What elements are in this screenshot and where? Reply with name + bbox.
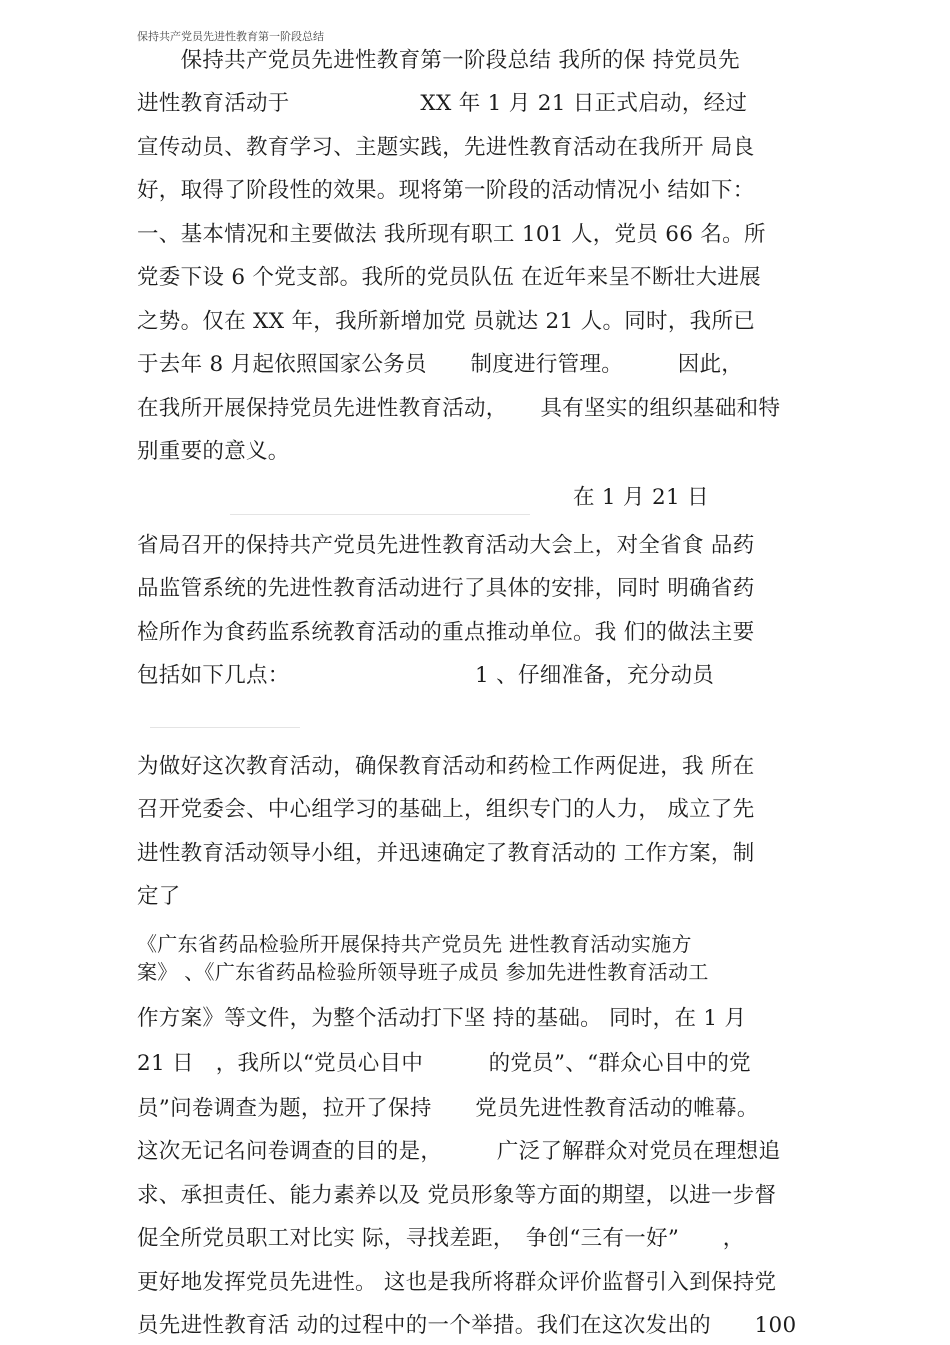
paragraph-line: 党委下设 6 个党支部。我所的党员队伍 在近年来呈不断壮大进展 (137, 265, 761, 290)
paragraph-line: 员”问卷调查为题，拉开了保持 党员先进性教育活动的帷幕。 (137, 1096, 759, 1121)
paragraph-line: 促全所党员职工对比实 际，寻找差距， 争创“三有一好” ， (137, 1226, 745, 1251)
paragraph-line: 省局召开的保持共产党员先进性教育活动大会上，对全省食 品药 (137, 533, 755, 558)
paragraph-line: 《广东省药品检验所开展保持共产党员先 进性教育活动实施方 (137, 932, 692, 956)
paragraph-line: 在 1 月 21 日 (137, 485, 709, 510)
paragraph-line: 进性教育活动领导小组，并迅速确定了教育活动的 工作方案，制 (137, 841, 755, 866)
paragraph-line: 召开党委会、中心组学习的基础上，组织专门的人力， 成立了先 (137, 797, 755, 822)
paragraph-line: 员先进性教育活 动的过程中的一个举措。我们在这次发出的 100 (137, 1313, 797, 1338)
paragraph-line: 包括如下几点： 1 、仔细准备，充分动员 (137, 663, 715, 688)
paragraph-line: 别重要的意义。 (137, 439, 290, 464)
paragraph-line: 之势。仅在 XX 年，我所新增加党 员就达 21 人。同时，我所已 (137, 309, 756, 334)
paragraph-line: 作方案》等文件，为整个活动打下坚 持的基础。 同时，在 1 月 (137, 1006, 747, 1031)
paragraph-line: 更好地发挥党员先进性。 这也是我所将群众评价监督引入到保持党 (137, 1270, 777, 1295)
paragraph-line: 宣传动员、教育学习、主题实践，先进性教育活动在我所开 局良 (137, 135, 755, 160)
paragraph-line: 一、基本情况和主要做法 我所现有职工 101 人，党员 66 名。所 (137, 222, 766, 247)
paragraph-line: 在我所开展保持党员先进性教育活动， 具有坚实的组织基础和特 (137, 396, 781, 421)
running-header: 保持共产党员先进性教育第一阶段总结 (137, 30, 324, 43)
paragraph-line: 于去年 8 月起依照国家公务员 制度进行管理。 因此， (137, 352, 744, 377)
scan-artifact (150, 727, 300, 728)
paragraph-line: 定了 (137, 884, 181, 909)
paragraph-line: 保持共产党员先进性教育第一阶段总结 我所的保 持党员先 (137, 48, 740, 73)
paragraph-line: 品监管系统的先进性教育活动进行了具体的安排，同时 明确省药 (137, 576, 755, 601)
paragraph-line: 好，取得了阶段性的效果。现将第一阶段的活动情况小 结如下： (137, 178, 755, 203)
paragraph-line: 21 日 ，我所以“党员心目中 的党员”、“群众心目中的党 (137, 1051, 751, 1076)
paragraph-line: 进性教育活动于 XX 年 1 月 21 日正式启动，经过 (137, 91, 748, 116)
scan-artifact (230, 514, 530, 515)
paragraph-line: 检所作为食药监系统教育活动的重点推动单位。我 们的做法主要 (137, 620, 755, 645)
paragraph-line: 求、承担责任、能力素养以及 党员形象等方面的期望，以进一步督 (137, 1183, 777, 1208)
paragraph-line: 为做好这次教育活动，确保教育活动和药检工作两促进，我 所在 (137, 754, 755, 779)
paragraph-line: 这次无记名问卷调查的目的是， 广泛了解群众对党员在理想追 (137, 1139, 781, 1164)
paragraph-line: 案》 、《广东省药品检验所领导班子成员 参加先进性教育活动工 (137, 960, 709, 984)
